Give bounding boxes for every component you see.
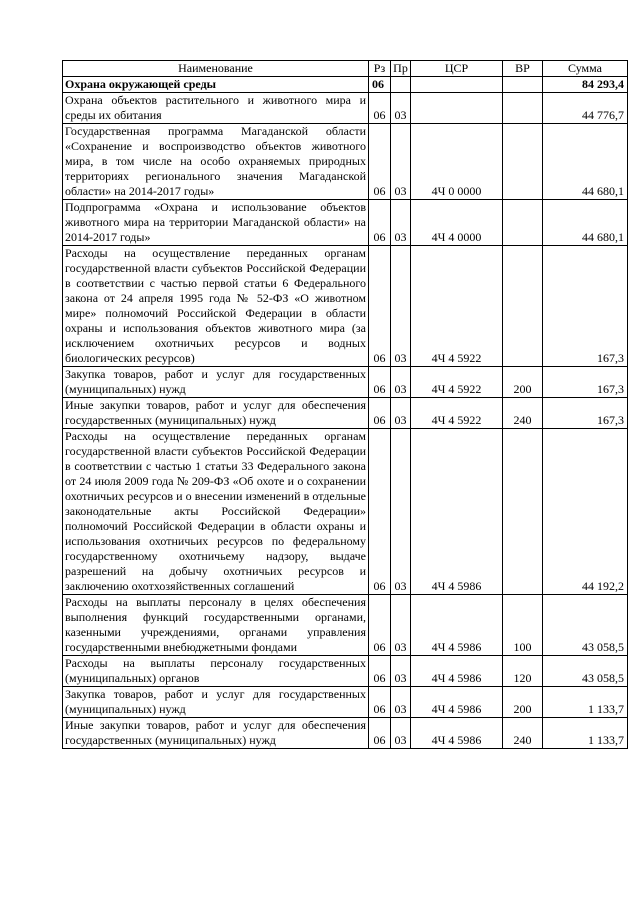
cell-pr: 03 bbox=[391, 367, 411, 398]
cell-vr bbox=[503, 124, 543, 200]
cell-pr: 03 bbox=[391, 718, 411, 749]
cell-csr: 4Ч 4 5986 bbox=[411, 687, 503, 718]
table-row bbox=[63, 93, 628, 124]
header-sum: Сумма bbox=[543, 61, 628, 77]
cell-pr: 03 bbox=[391, 429, 411, 595]
cell-csr: 4Ч 4 5986 bbox=[411, 595, 503, 656]
cell-vr: 200 bbox=[503, 367, 543, 398]
cell-csr: 4Ч 4 5986 bbox=[411, 656, 503, 687]
cell-vr bbox=[503, 429, 543, 595]
header-vr: ВР bbox=[503, 61, 543, 77]
cell-csr: 4Ч 4 5922 bbox=[411, 398, 503, 429]
header-rz: Рз bbox=[369, 61, 391, 77]
table-row bbox=[63, 246, 628, 367]
cell-rz: 06 bbox=[369, 93, 391, 124]
cell-name: Охрана окружающей среды bbox=[63, 77, 369, 93]
cell-rz: 06 bbox=[369, 595, 391, 656]
table-row bbox=[63, 367, 628, 398]
cell-name: Расходы на осуществление переданных органам государственной власти субъектов Российской Федерации в соответствии с частью первой статьи 6 Федерального закона от 24 апреля 1995 года № 52-ФЗ «О животном мире» полномочий Российской Федерации в области охраны и использования объектов животного мира (за исключением охотничьих ресурсов и водных биологических ресурсов) bbox=[63, 246, 369, 367]
cell-sum: 167,3 bbox=[543, 367, 628, 398]
table-row bbox=[63, 200, 628, 246]
table-body bbox=[63, 77, 628, 749]
cell-sum: 84 293,4 bbox=[543, 77, 628, 93]
cell-csr: 4Ч 4 5986 bbox=[411, 718, 503, 749]
cell-csr: 4Ч 4 0000 bbox=[411, 200, 503, 246]
table-row bbox=[63, 718, 628, 749]
table-row bbox=[63, 656, 628, 687]
cell-vr: 200 bbox=[503, 687, 543, 718]
table-row bbox=[63, 429, 628, 595]
cell-sum: 43 058,5 bbox=[543, 656, 628, 687]
table-row bbox=[63, 124, 628, 200]
cell-pr: 03 bbox=[391, 93, 411, 124]
table-row bbox=[63, 398, 628, 429]
cell-vr bbox=[503, 246, 543, 367]
table-row bbox=[63, 687, 628, 718]
cell-csr: 4Ч 4 5922 bbox=[411, 367, 503, 398]
cell-rz: 06 bbox=[369, 656, 391, 687]
cell-sum: 43 058,5 bbox=[543, 595, 628, 656]
budget-table bbox=[62, 60, 628, 749]
cell-sum: 44 680,1 bbox=[543, 124, 628, 200]
cell-pr bbox=[391, 77, 411, 93]
cell-name: Закупка товаров, работ и услуг для государственных (муниципальных) нужд bbox=[63, 687, 369, 718]
cell-name: Иные закупки товаров, работ и услуг для обеспечения государственных (муниципальных) нужд bbox=[63, 718, 369, 749]
cell-pr: 03 bbox=[391, 656, 411, 687]
cell-pr: 03 bbox=[391, 246, 411, 367]
cell-rz: 06 bbox=[369, 718, 391, 749]
cell-sum: 167,3 bbox=[543, 398, 628, 429]
cell-name: Государственная программа Магаданской области «Сохранение и воспроизводство объектов животного мира, в том числе на особо охраняемых природных территориях регионального значения Магаданской области» на 2014-2017 годы» bbox=[63, 124, 369, 200]
cell-sum: 44 680,1 bbox=[543, 200, 628, 246]
header-csr: ЦСР bbox=[411, 61, 503, 77]
cell-rz: 06 bbox=[369, 429, 391, 595]
cell-rz: 06 bbox=[369, 246, 391, 367]
cell-name: Охрана объектов растительного и животного мира и среды их обитания bbox=[63, 93, 369, 124]
cell-csr: 4Ч 0 0000 bbox=[411, 124, 503, 200]
table-row bbox=[63, 77, 628, 93]
cell-sum: 1 133,7 bbox=[543, 718, 628, 749]
header-name: Наименование bbox=[63, 61, 369, 77]
cell-name: Иные закупки товаров, работ и услуг для обеспечения государственных (муниципальных) нужд bbox=[63, 398, 369, 429]
cell-csr bbox=[411, 77, 503, 93]
cell-pr: 03 bbox=[391, 595, 411, 656]
cell-pr: 03 bbox=[391, 124, 411, 200]
cell-rz: 06 bbox=[369, 367, 391, 398]
cell-pr: 03 bbox=[391, 687, 411, 718]
cell-csr: 4Ч 4 5922 bbox=[411, 246, 503, 367]
cell-csr bbox=[411, 93, 503, 124]
cell-vr: 240 bbox=[503, 398, 543, 429]
cell-sum: 44 192,2 bbox=[543, 429, 628, 595]
cell-pr: 03 bbox=[391, 200, 411, 246]
cell-csr: 4Ч 4 5986 bbox=[411, 429, 503, 595]
cell-name: Подпрограмма «Охрана и использование объектов животного мира на территории Магаданской области» на 2014-2017 годы» bbox=[63, 200, 369, 246]
cell-name: Закупка товаров, работ и услуг для государственных (муниципальных) нужд bbox=[63, 367, 369, 398]
cell-vr bbox=[503, 93, 543, 124]
header-row bbox=[63, 61, 628, 77]
cell-vr: 120 bbox=[503, 656, 543, 687]
cell-name: Расходы на выплаты персоналу в целях обеспечения выполнения функций государственными органами, казенными учреждениями, органами управления государственными внебюджетными фондами bbox=[63, 595, 369, 656]
cell-name: Расходы на осуществление переданных органам государственной власти субъектов Российской Федерации в соответствии с частью 1 статьи 33 Федерального закона от 24 июля 2009 года № 209-ФЗ «Об охоте и о сохранении охотничьих ресурсов и о внесении изменений в отдельные законодательные акты Российской Федерации» полномочий Российской Федерации в области охраны и использования охотничьих ресурсов по федеральному государственному охотничьему надзору, выдаче разрешений на добычу охотничьих ресурсов и заключению охотхозяйственных соглашений bbox=[63, 429, 369, 595]
cell-vr bbox=[503, 200, 543, 246]
cell-vr bbox=[503, 77, 543, 93]
table-row bbox=[63, 595, 628, 656]
cell-vr: 240 bbox=[503, 718, 543, 749]
cell-rz: 06 bbox=[369, 124, 391, 200]
cell-rz: 06 bbox=[369, 77, 391, 93]
cell-pr: 03 bbox=[391, 398, 411, 429]
cell-vr: 100 bbox=[503, 595, 543, 656]
cell-sum: 167,3 bbox=[543, 246, 628, 367]
cell-rz: 06 bbox=[369, 398, 391, 429]
header-pr: Пр bbox=[391, 61, 411, 77]
cell-name: Расходы на выплаты персоналу государственных (муниципальных) органов bbox=[63, 656, 369, 687]
cell-rz: 06 bbox=[369, 200, 391, 246]
cell-rz: 06 bbox=[369, 687, 391, 718]
cell-sum: 1 133,7 bbox=[543, 687, 628, 718]
cell-sum: 44 776,7 bbox=[543, 93, 628, 124]
